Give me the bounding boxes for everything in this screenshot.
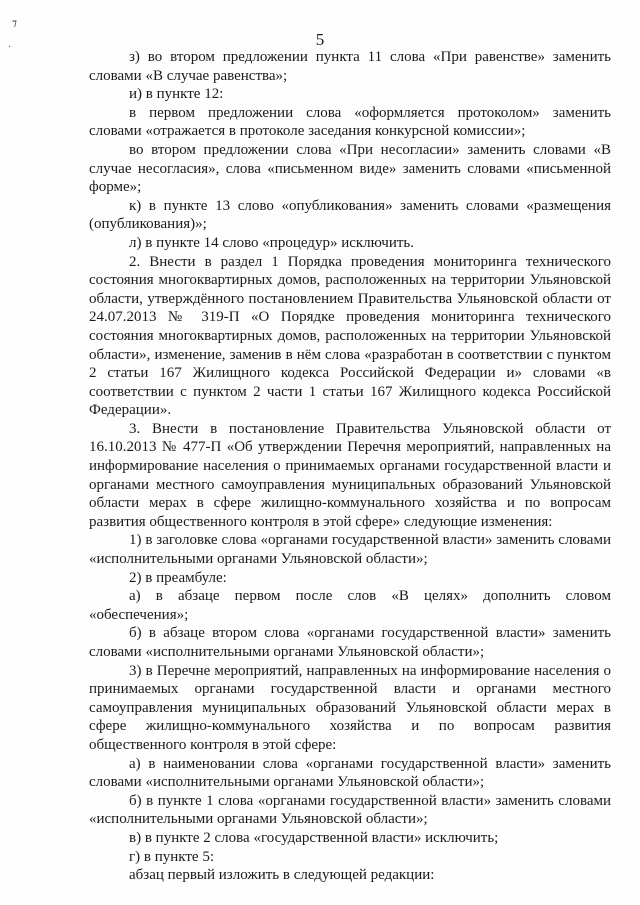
paragraph-item-2b: б) в абзаце втором слова «органами государственной власти» заменить словами «исполнительными органами Ульяновской области»; <box>89 625 611 660</box>
paragraph-l: л) в пункте 14 слово «процедур» исключить. <box>129 234 414 251</box>
paragraph-item-1: 1) в заголовке слова «органами государственной власти» заменить словами «исполнительными органами Ульяновской области»; <box>89 532 611 568</box>
paragraph-i: и) в пункте 12: <box>129 86 224 103</box>
paragraph-i-second-sentence: во втором предложении слова «При несогласии» заменить словами «В случае несогласия», слова «письменном виде» заменить словами «письменной форме»; <box>89 141 611 196</box>
page-number: 5 <box>315 30 325 49</box>
scan-artifact-mark: ⁊ <box>12 18 17 29</box>
paragraph-section-3: 3. Внести в постановление Правительства Ульяновской области от 16.10.2013 № 477-П «Об утверждении Перечня мероприятий, направленных на информирование населения о принимаемых органами государственной власти и органами местного самоуправления муниципальных образований Ульяновской области мерах в сфере жилищно-коммунального хозяйства и по вопросам развития общественного контроля в этой сфере» следующие изменения: <box>89 420 611 530</box>
paragraph-item-2a: а) в абзаце первом после слов «В целях» дополнить словом «обеспечения»; <box>89 588 611 623</box>
paragraph-k: к) в пункте 13 слово «опубликования» заменить словами «размещения (опубликования)»; <box>89 197 611 233</box>
paragraph-item-3b: б) в пункте 1 слова «органами государственной власти» заменить словами «исполнительными органами Ульяновской области»; <box>89 792 611 828</box>
paragraph-z: з) во втором предложении пункта 11 слова «При равенстве» заменить словами «В случае равенства»; <box>89 49 611 84</box>
paragraph-item-3g: г) в пункте 5: <box>129 848 215 865</box>
paragraph-item-2: 2) в преамбуле: <box>129 569 227 586</box>
scan-artifact-dot: · <box>8 42 12 53</box>
paragraph-item-3v: в) в пункте 2 слова «государственной власти» исключить; <box>129 829 499 846</box>
document-body <box>89 48 611 885</box>
paragraph-item-3: 3) в Перечне мероприятий, направленных на информирование населения о принимаемых органами государственной власти и органами местного самоуправления муниципальных образований Ульяновской области мерах в сфере жилищно-коммунального хозяйства и по вопросам развития общественного контроля в этой сфере: <box>89 662 611 753</box>
paragraph-item-3g-abzac: абзац первый изложить в следующей редакции: <box>129 867 435 884</box>
paragraph-i-first-sentence: в первом предложении слова «оформляется протоколом» заменить словами «отражается в протоколе заседания конкурсной комиссии»; <box>89 104 611 140</box>
paragraph-item-3a: а) в наименовании слова «органами государственной власти» заменить словами «исполнительными органами Ульяновской области»; <box>89 755 611 791</box>
paragraph-section-2: 2. Внести в раздел 1 Порядка проведения мониторинга технического состояния многоквартирных домов, расположенных на территории Ульяновской области, утверждённого постановлением Правительства Ульяновской области от 24.07.2013 № 319-П «О Порядке проведения мониторинга технического состояния многоквартирных домов, расположенных на территории Ульяновской области», изменение, заменив в нём слова «разработан в соответствии с пунктом 2 статьи 167 Жилищного кодекса Российской Федерации и» словами «в соответствии с пунктом 2 части 1 статьи 167 Жилищного кодекса Российской Федерации». <box>89 253 611 419</box>
